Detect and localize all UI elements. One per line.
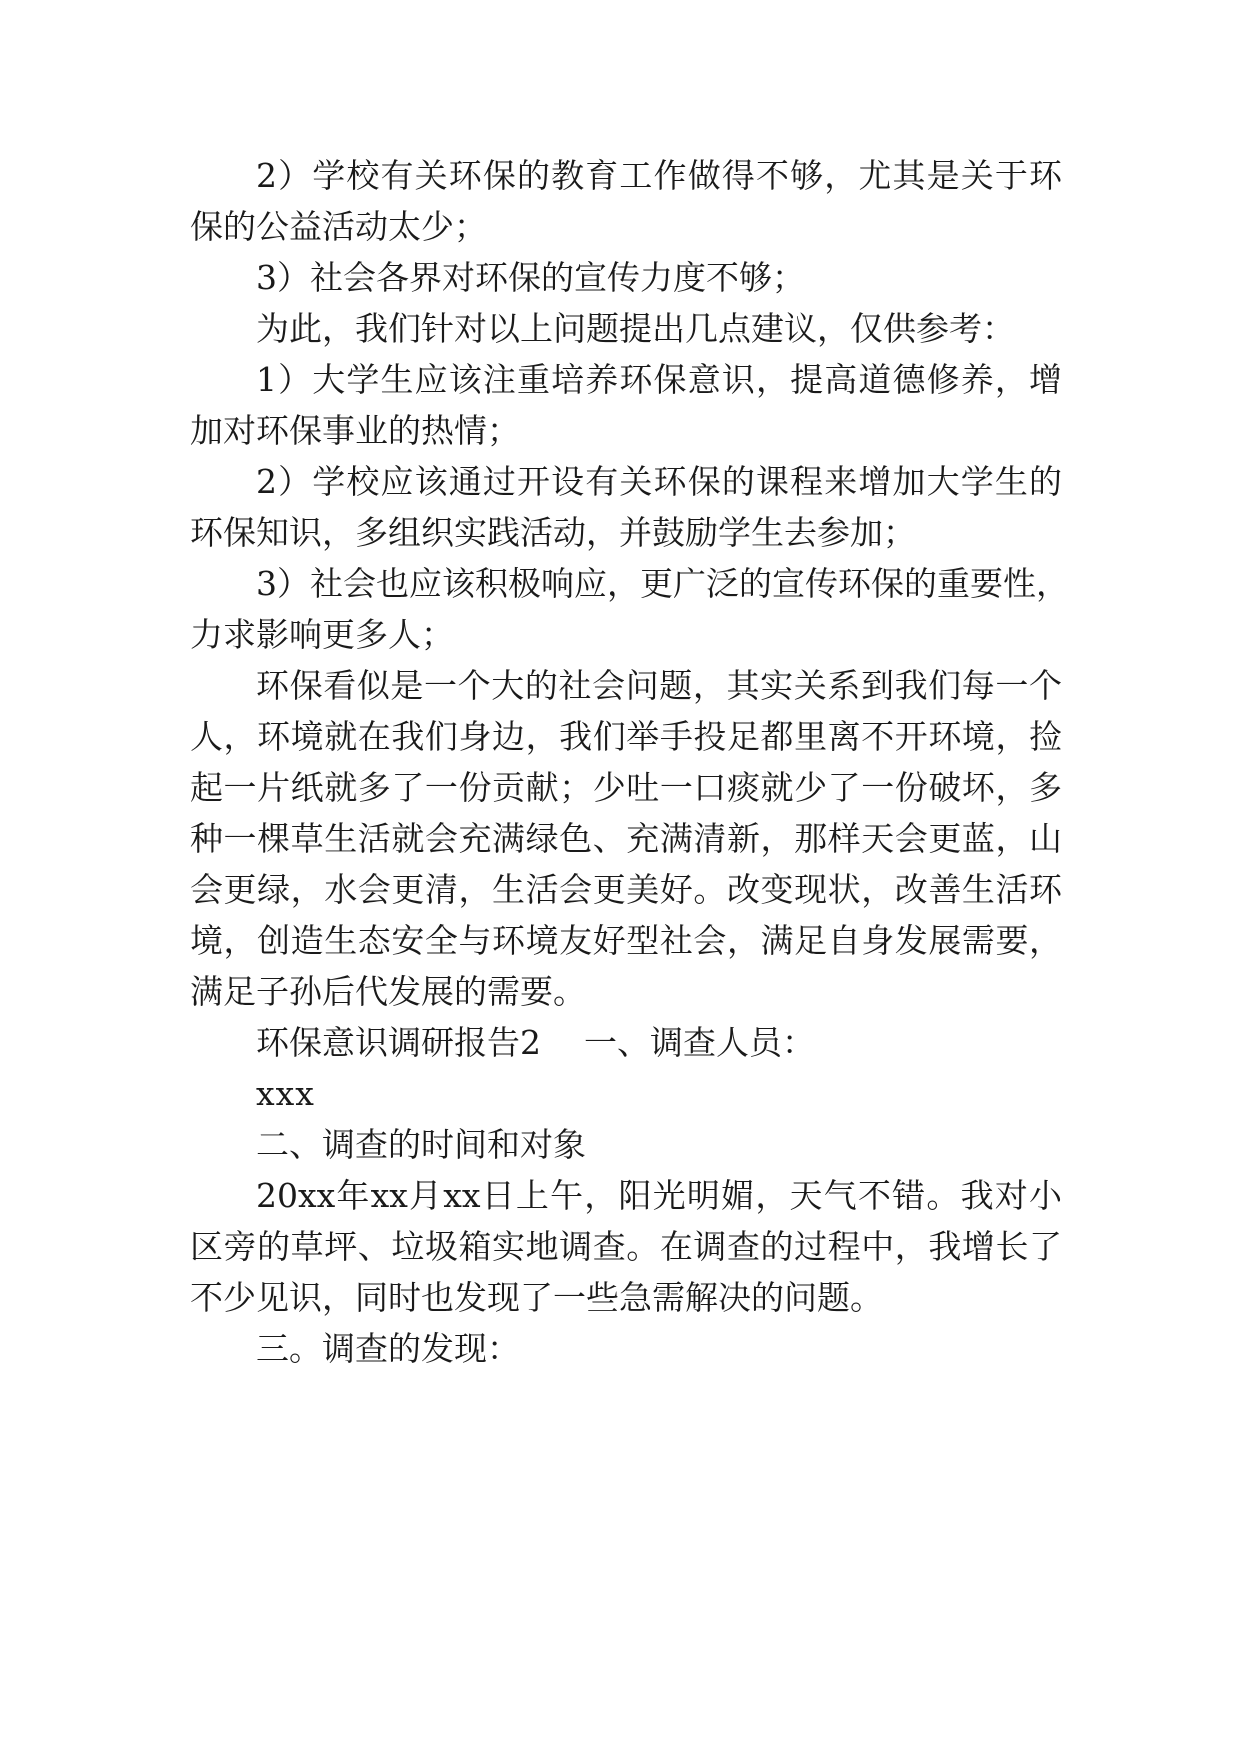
- paragraph-line: 境，创造生态安全与环境友好型社会，满足自身发展需要，: [190, 921, 1062, 960]
- paragraph-line: 2）学校有关环保的教育工作做得不够，尤其是关于环: [256, 156, 1062, 195]
- paragraph-line: 环保看似是一个大的社会问题，其实关系到我们每一个: [256, 666, 1062, 705]
- paragraph-line: 满足子孙后代发展的需要。: [190, 972, 586, 1011]
- paragraph-line: 加对环保事业的热情；: [190, 411, 520, 450]
- paragraph-line: 1）大学生应该注重培养环保意识，提高道德修养，增: [256, 360, 1062, 399]
- paragraph-line: 力求影响更多人；: [190, 615, 454, 654]
- paragraph-line: 会更绿，水会更清，生活会更美好。改变现状，改善生活环: [190, 870, 1062, 909]
- paragraph-line: 不少见识，同时也发现了一些急需解决的问题。: [190, 1278, 883, 1317]
- paragraph-line: 区旁的草坪、垃圾箱实地调查。在调查的过程中，我增长了: [190, 1227, 1062, 1266]
- section-heading: 三。调查的发现：: [256, 1329, 520, 1368]
- paragraph-line: 人，环境就在我们身边，我们举手投足都里离不开环境，捡: [190, 717, 1062, 756]
- paragraph-line: 2）学校应该通过开设有关环保的课程来增加大学生的: [256, 462, 1062, 501]
- paragraph-line: 环保知识，多组织实践活动，并鼓励学生去参加；: [190, 513, 916, 552]
- paragraph-line: 3）社会各界对环保的宣传力度不够；: [256, 258, 805, 297]
- paragraph-line: 3）社会也应该积极响应，更广泛的宣传环保的重要性，: [256, 564, 1069, 603]
- paragraph-line: 起一片纸就多了一份贡献；少吐一口痰就少了一份破坏，多: [190, 768, 1062, 807]
- section-heading: 一、调查人员：: [584, 1023, 815, 1062]
- paragraph-line: 20xx年xx月xx日上午，阳光明媚，天气不错。我对小: [256, 1176, 1062, 1215]
- paragraph-line: 保的公益活动太少；: [190, 207, 487, 246]
- section-heading: 二、调查的时间和对象: [256, 1125, 586, 1164]
- paragraph-line: 为此，我们针对以上问题提出几点建议，仅供参考：: [256, 309, 1015, 348]
- report-title: 环保意识调研报告2: [256, 1023, 541, 1062]
- paragraph-line: 种一棵草生活就会充满绿色、充满清新，那样天会更蓝，山: [190, 819, 1062, 858]
- paragraph-line: xxx: [256, 1074, 315, 1113]
